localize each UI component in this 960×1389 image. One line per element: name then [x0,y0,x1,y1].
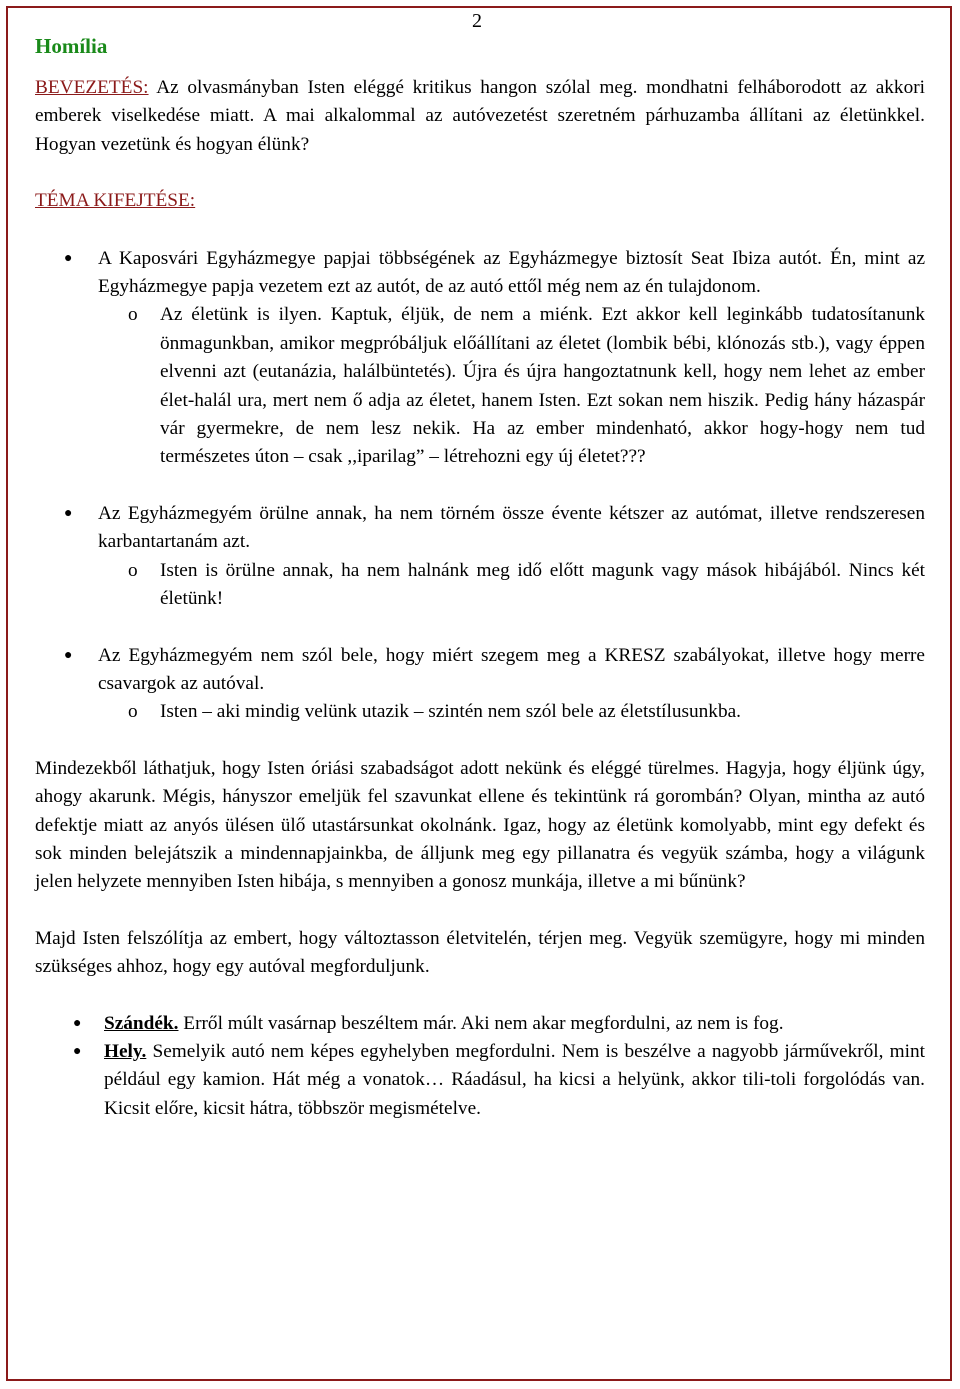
bullet-icon: ● [64,647,73,663]
page-title: Homília [35,34,108,58]
step-item-2 [35,1038,925,1123]
page-number: 2 [472,10,482,32]
theme-bullet-1 [35,245,925,472]
bullet-icon: ● [64,505,73,521]
step-1-label: Szándék. [104,1012,179,1034]
sub-bullet-icon: o [128,701,138,723]
bullet-icon: ● [73,1015,82,1031]
sub-bullet-icon: o [128,304,138,326]
step-2-text: Semelyik autó nem képes egyhelyben megfordulni. Nem is beszélve a nagyobb járművekről, mint például egy kamion. Hát még a vonatok… Ráadásul, ha kicsi a helyünk, akkor tili-toli forgolódás van. Kicsit előre, kicsit hátra, többször megismételve. [104,1040,925,1119]
theme-bullet-1-sub-text: Az életünk is ilyen. Kaptuk, éljük, de nem a miénk. Ezt akkor kell leginkább tudatosítanunk önmagunkban, amikor megpróbáljuk előállítani az életet (lombik bébi, klónozás stb.), vagy éppen elvenni azt (eutanázia, halálbüntetés). Újra és újra hangoztatnunk kell, hogy nem lehet az ember élet-halál ura, mert nem ő adja az életet, hanem Isten. Ezt sokan nem hiszik. Pedig hány házaspár vár gyermekre, de nem lesz nekik. Ha az ember mindenható, akkor hogy-hogy nem tud természetes úton – csak ,,iparilag” – létrehozni egy új életet??? [160,304,925,468]
theme-bullet-2-text: Az Egyházmegyém örülne annak, ha nem törném össze évente kétszer az autómat, illetve rendszeresen karbantartanám azt. [98,502,925,553]
document-body [35,74,925,1123]
theme-bullet-1-sub [35,301,925,471]
theme-bullet-3 [35,642,925,727]
sub-bullet-icon: o [128,559,138,581]
bullet-icon: ● [64,250,73,266]
theme-bullet-1-text: A Kaposvári Egyházmegye papjai többségének az Egyházmegye biztosít Seat Ibiza autót. Én, mint az Egyházmegye papja vezetem ezt az autót, de az autó ettől még nem az én tulajdonom. [98,247,925,298]
step-1-text: Erről múlt vasárnap beszéltem már. Aki nem akar megfordulni, az nem is fog. [178,1012,784,1034]
theme-bullet-2-sub [35,557,925,614]
step-item-1 [35,1010,925,1038]
intro-text: Az olvasmányban Isten eléggé kritikus hangon szólal meg. mondhatni felháborodott az akkori emberek viselkedése miatt. A mai alkalommal az autóvezetést szeretném párhuzamba állítani az életünkkel. Hogyan vezetünk és hogyan élünk? [35,77,925,155]
theme-heading: TÉMA KIFEJTÉSE: [35,190,196,212]
body-paragraph-2: Majd Isten felszólítja az embert, hogy változtasson életvitelén, térjen meg. Vegyük szemügyre, hogy mi minden szükséges ahhoz, hogy egy autóval megforduljunk. [35,927,925,978]
theme-bullet-2-sub-text: Isten is örülne annak, ha nem halnánk meg idő előtt magunk vagy mások hibájából. Nincs két életünk! [160,559,925,610]
theme-bullet-3-sub-text: Isten – aki mindig velünk utazik – szintén nem szól bele az életstílusunkba. [160,701,741,723]
step-2-label: Hely. [104,1040,147,1062]
bullet-icon: ● [73,1043,82,1059]
theme-bullet-3-text: Az Egyházmegyém nem szól bele, hogy miért szegem meg a KRESZ szabályokat, illetve hogy merre csavargok az autóval. [98,644,925,694]
theme-bullet-2 [35,500,925,614]
intro-label: BEVEZETÉS: [35,77,149,98]
intro-paragraph [35,74,925,159]
body-paragraph-1: Mindezekből láthatjuk, hogy Isten óriási szabadságot adott nekünk és eléggé türelmes. Hagyja, hogy éljünk úgy, ahogy akarunk. Mégis, hányszor emeljük fel szavunkat ellene és tekintünk rá gorombán? Olyan, mintha az autó defektje miatt az anyós ülésen ülő utastársunkat okolnánk. Igaz, hogy az életünk komolyabb, mint egy defekt és sok minden belejátszik a mindennapjainkba, de álljunk meg egy pillanatra és vegyük számba, hogy a világunk jelen helyzete mennyiben Isten hibája, s mennyiben a gonosz munkája, illetve a mi bűnünk? [35,757,925,893]
theme-bullet-3-sub [35,698,925,726]
